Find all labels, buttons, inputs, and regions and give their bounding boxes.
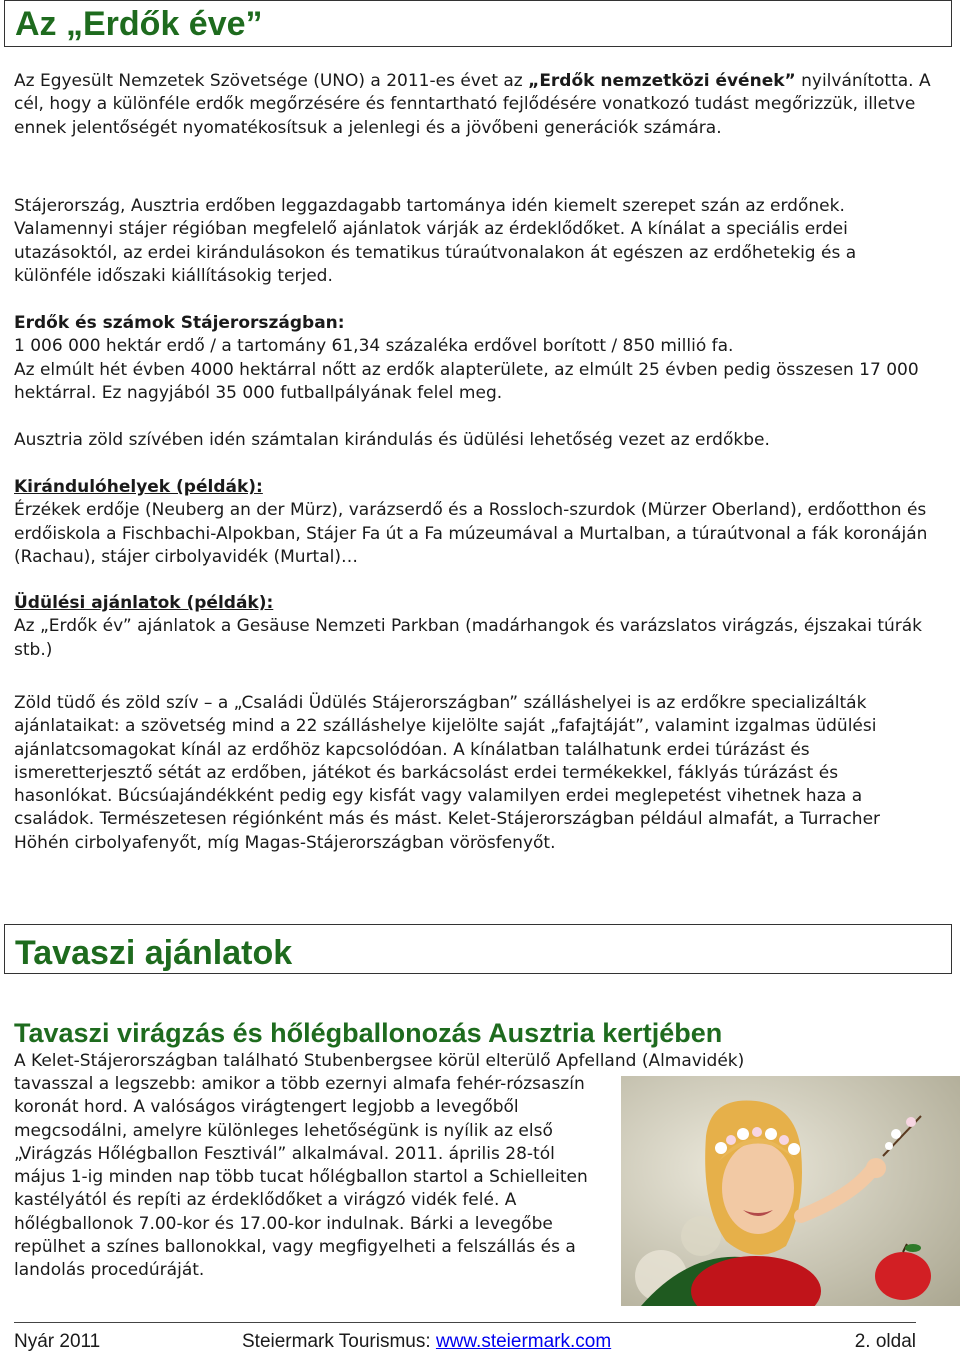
holiday-heading: Üdülési ajánlatok (példák): [14,593,274,613]
numbers-line2: Az elmúlt hét évben 4000 hektárral nőtt az erdők alapterülete, az elmúlt 25 évben pedig összesen 17 000 hektárral. Ez nagyjából 35 000 futballpályának felel meg. [14,359,919,403]
green-heart-text: Ausztria zöld szívében idén számtalan kirándulás és üdülési lehetőség vezet az erdőkbe. [14,430,770,450]
excursions-section [14,476,934,569]
styria-text: Stájerország, Ausztria erdőben leggazdagabb tartománya idén kiemelt szerepet szán az erdőnek. Valamennyi stájer régióban megfelelő ajánlatok várják az érdeklődőket. A kínálat a speciális erdei utazásoktól, az erdei kirándulásokon és tematikus túraútvonalakon át egészen az erdőhetekig és a különféle időszaki kiállításokig terjed. [14,196,857,286]
intro-text-bold: „Erdők nemzetközi évének” [528,71,796,91]
numbers-line1: 1 006 000 hektár erdő / a tartomány 61,34 százaléka erdővel borított / 850 millió fa. [14,336,734,357]
spring-line1-text: A Kelet-Stájerországban található Stubenbergsee körül elterülő Apfelland (Almavidék) [14,1051,745,1071]
family-text: Zöld tüdő és zöld szív – a „Családi Üdülés Stájerországban” szálláshelyei is az erdőkre specializálták ajánlataikat: a szövetség mind a 22 szálláshelye kijelölte saját „fafajtáját”, valamint izgalmas üdülési ajánlatcsomagokat kínál az erdőhöz kapcsolódóan. A kínálatban találhatunk erdei túrázást és ismeretterjesztő sétát az erdőben, játékot és barkácsolást erdei termékekkel, fáklyás túrázást és hasonlókat. Búcsúajándékként pedig egy kisfát vagy valamilyen erdei meglepetést vihetnek haza a családok. Természetesen régiónként más és mást. Kelet-Stájerországban például almafát, a Turracher Höhén cirbolyafenyőt, míg Magas-Stájerországban vörösfenyőt. [14,693,881,853]
spring-paragraph [14,1073,594,1283]
spring-line1 [14,1050,934,1073]
page-title: Az „Erdők éve” [15,5,263,43]
excursions-text: Érzékek erdője (Neuberg an der Mürz), varázserdő és a Rossloch-szurdok (Mürzer Oberland), erdőotthon és erdőiskola a Fischbachi-Alpokban, Stájer Fa út a Fa múzeumával a Murtalban, a túraútvonal a fák koronáján (Rachau), stájer cirbolyavidék (Murtal)… [14,500,928,567]
section-title-box [4,0,952,47]
excursions-heading: Kirándulóhelyek (példák): [14,477,263,497]
holiday-section [14,592,934,662]
family-paragraph [14,692,934,855]
woman-blossom-photo [621,1076,960,1306]
intro-text-a: Az Egyesült Nemzetek Szövetsége (UNO) a 2011-es évet az [14,71,529,91]
section-title-box-2 [4,924,952,974]
photo-illustration [621,1076,960,1306]
numbers-section [14,312,934,405]
styria-paragraph [14,195,934,288]
footer-website-link[interactable]: www.steiermark.com [435,1331,612,1352]
holiday-text: Az „Erdők év” ajánlatok a Gesäuse Nemzeti Parkban (madárhangok és varázslatos virágzás, éjszakai túrák stb.) [14,616,923,660]
spring-text: tavasszal a legszebb: amikor a több ezernyi almafa fehér-rózsaszín koronát hord. A valóságos virágtengert legjobb a levegőből megcsodálni, amelyre különleges lehetőségünk is nyílik az első „Virágzás Hőlégballon Fesztivál” alkalmával. 2011. április 28-tól május 1-ig minden nap több tucat hőlégballon startol a Schielleiten kastélyától és repíti az érdeklődőket a virágzó vidék felé. A hőlégballonok 7.00-kor és 17.00-kor indulnak. Bárki a levegőbe repülhet a színes ballonokkal, vagy megfigyelheti a felszállás és a landolás procedúráját. [14,1074,588,1281]
footer-org [242,1323,611,1361]
spring-subtitle: Tavaszi virágzás és hőlégballonozás Ausztria kertjében [14,1018,723,1048]
green-heart-paragraph [14,429,934,452]
footer-page-number: 2. oldal [854,1331,916,1352]
page-footer [14,1322,916,1359]
footer-org-label: Steiermark Tourismus: [242,1331,436,1352]
section-title: Tavaszi ajánlatok [15,934,293,972]
intro-text-c: nyilvánította. A cél, hogy a különféle erdők megőrzésére és fenntartható fejlődésére vonatkozó tudást megőrizzük, illetve ennek jelentőségét nyomatékosítsuk a jelenlegi és a jövőbeni generációk számára. [14,71,931,138]
numbers-heading: Erdők és számok Stájerországban: [14,313,345,333]
footer-season: Nyár 2011 [14,1331,101,1352]
intro-paragraph [14,70,934,140]
